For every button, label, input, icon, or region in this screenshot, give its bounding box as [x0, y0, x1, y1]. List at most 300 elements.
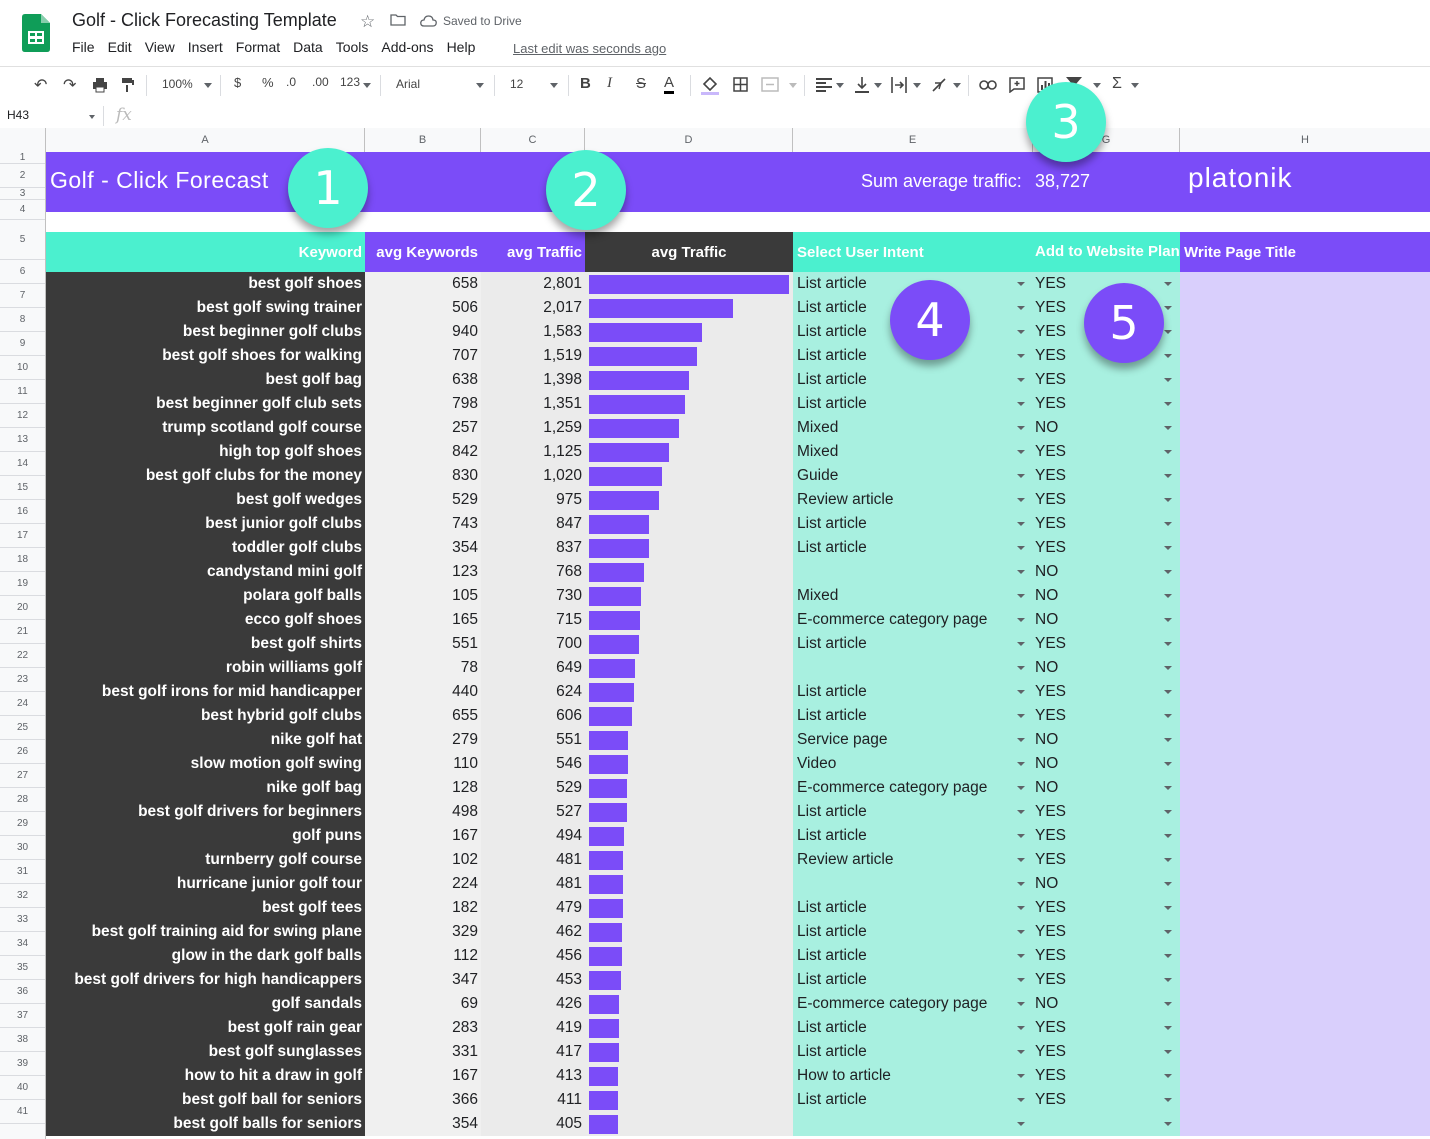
column-header-b[interactable]: B	[365, 128, 481, 152]
avg-traffic-cell[interactable]: 730	[481, 584, 585, 608]
avg-keywords-cell[interactable]: 506	[365, 296, 481, 320]
avg-keywords-cell[interactable]: 128	[365, 776, 481, 800]
website-plan-dropdown[interactable]	[1033, 824, 1180, 848]
font-size-select[interactable]: 12	[510, 77, 524, 91]
page-title-cell[interactable]	[1180, 872, 1430, 896]
avg-keywords-cell[interactable]: 283	[365, 1016, 481, 1040]
chevron-down-icon[interactable]	[1164, 330, 1172, 334]
chevron-down-icon[interactable]	[1164, 402, 1172, 406]
page-title-cell[interactable]	[1180, 800, 1430, 824]
avg-keywords-cell[interactable]: 112	[365, 944, 481, 968]
chevron-down-icon[interactable]	[1164, 522, 1172, 526]
borders-icon[interactable]	[733, 77, 748, 92]
avg-keywords-cell[interactable]: 257	[365, 416, 481, 440]
chevron-down-icon[interactable]	[1017, 546, 1025, 550]
page-title-cell[interactable]	[1180, 1040, 1430, 1064]
row-header[interactable]: 32	[0, 884, 45, 908]
merge-cells-icon[interactable]	[761, 77, 779, 92]
wrap-chevron-down-icon[interactable]	[913, 83, 921, 88]
menu-edit[interactable]: Edit	[107, 39, 132, 55]
website-plan-dropdown[interactable]	[1033, 872, 1180, 896]
chevron-down-icon[interactable]	[1017, 978, 1025, 982]
page-title-cell[interactable]	[1180, 824, 1430, 848]
chevron-down-icon[interactable]	[1164, 738, 1172, 742]
row-header[interactable]: 25	[0, 716, 45, 740]
chevron-down-icon[interactable]	[1164, 858, 1172, 862]
formats-chevron-down-icon[interactable]	[363, 83, 371, 88]
website-plan-dropdown[interactable]	[1033, 1064, 1180, 1088]
page-title-cell[interactable]	[1180, 344, 1430, 368]
page-title-cell[interactable]	[1180, 1064, 1430, 1088]
keyword-cell[interactable]: turnberry golf course	[46, 848, 365, 872]
page-title-cell[interactable]	[1180, 848, 1430, 872]
row-header[interactable]: 36	[0, 980, 45, 1004]
avg-traffic-cell[interactable]: 417	[481, 1040, 585, 1064]
keyword-cell[interactable]: best golf sunglasses	[46, 1040, 365, 1064]
chevron-down-icon[interactable]	[1164, 786, 1172, 790]
chevron-down-icon[interactable]	[1164, 474, 1172, 478]
traffic-bar-cell[interactable]	[585, 344, 793, 368]
row-header[interactable]: 23	[0, 668, 45, 692]
row-header[interactable]: 4	[0, 200, 45, 220]
keyword-cell[interactable]: best golf balls for seniors	[46, 1112, 365, 1136]
page-title-cell[interactable]	[1180, 512, 1430, 536]
row-header[interactable]: 39	[0, 1052, 45, 1076]
keyword-cell[interactable]: high top golf shoes	[46, 440, 365, 464]
chevron-down-icon[interactable]	[1017, 378, 1025, 382]
traffic-bar-cell[interactable]	[585, 824, 793, 848]
chevron-down-icon[interactable]	[1164, 954, 1172, 958]
page-title-cell[interactable]	[1180, 464, 1430, 488]
avg-keywords-cell[interactable]: 279	[365, 728, 481, 752]
keyword-cell[interactable]: how to hit a draw in golf	[46, 1064, 365, 1088]
avg-traffic-cell[interactable]: 453	[481, 968, 585, 992]
keyword-cell[interactable]: hurricane junior golf tour	[46, 872, 365, 896]
avg-traffic-cell[interactable]: 1,020	[481, 464, 585, 488]
avg-traffic-cell[interactable]: 715	[481, 608, 585, 632]
chevron-down-icon[interactable]	[1164, 1050, 1172, 1054]
keyword-cell[interactable]: nike golf bag	[46, 776, 365, 800]
avg-traffic-cell[interactable]: 456	[481, 944, 585, 968]
row-header[interactable]: 3	[0, 188, 45, 200]
row-header[interactable]: 5	[0, 220, 45, 260]
website-plan-dropdown[interactable]	[1033, 800, 1180, 824]
increase-decimal-button[interactable]: .00	[312, 75, 329, 89]
traffic-bar-cell[interactable]	[585, 584, 793, 608]
user-intent-dropdown[interactable]	[793, 968, 1033, 992]
last-edit-link[interactable]: Last edit was seconds ago	[513, 41, 667, 56]
avg-keywords-cell[interactable]: 78	[365, 656, 481, 680]
avg-traffic-cell[interactable]: 1,351	[481, 392, 585, 416]
avg-traffic-cell[interactable]: 527	[481, 800, 585, 824]
name-box-chevron-down-icon[interactable]	[89, 115, 95, 119]
filter-chevron-down-icon[interactable]	[1093, 83, 1101, 88]
user-intent-dropdown[interactable]	[793, 752, 1033, 776]
user-intent-dropdown[interactable]	[793, 512, 1033, 536]
row-header[interactable]: 15	[0, 476, 45, 500]
chevron-down-icon[interactable]	[1164, 666, 1172, 670]
keyword-cell[interactable]: best golf shoes	[46, 272, 365, 296]
website-plan-dropdown[interactable]	[1033, 1040, 1180, 1064]
row-header[interactable]: 12	[0, 404, 45, 428]
avg-traffic-cell[interactable]: 606	[481, 704, 585, 728]
keyword-cell[interactable]: best golf shoes for walking	[46, 344, 365, 368]
chevron-down-icon[interactable]	[1017, 954, 1025, 958]
traffic-bar-cell[interactable]	[585, 1088, 793, 1112]
row-header[interactable]: 1	[0, 152, 45, 164]
avg-keywords-cell[interactable]: 167	[365, 1064, 481, 1088]
avg-traffic-cell[interactable]: 481	[481, 872, 585, 896]
user-intent-dropdown[interactable]	[793, 584, 1033, 608]
avg-traffic-cell[interactable]: 700	[481, 632, 585, 656]
keyword-cell[interactable]: best golf drivers for high handicappers	[46, 968, 365, 992]
zoom-chevron-down-icon[interactable]	[204, 83, 212, 88]
chevron-down-icon[interactable]	[1017, 1098, 1025, 1102]
avg-traffic-cell[interactable]: 1,398	[481, 368, 585, 392]
traffic-bar-cell[interactable]	[585, 1040, 793, 1064]
traffic-bar-cell[interactable]	[585, 704, 793, 728]
user-intent-dropdown[interactable]	[793, 992, 1033, 1016]
column-header-d[interactable]: D	[585, 128, 793, 152]
chevron-down-icon[interactable]	[1164, 306, 1172, 310]
website-plan-dropdown[interactable]	[1033, 776, 1180, 800]
page-title-cell[interactable]	[1180, 920, 1430, 944]
website-plan-dropdown[interactable]	[1033, 560, 1180, 584]
chevron-down-icon[interactable]	[1164, 354, 1172, 358]
text-color-button[interactable]: A	[664, 75, 674, 94]
user-intent-dropdown[interactable]	[793, 560, 1033, 584]
chevron-down-icon[interactable]	[1164, 282, 1172, 286]
user-intent-dropdown[interactable]	[793, 1112, 1033, 1136]
user-intent-dropdown[interactable]	[793, 608, 1033, 632]
row-header[interactable]: 21	[0, 620, 45, 644]
chevron-down-icon[interactable]	[1164, 906, 1172, 910]
avg-traffic-cell[interactable]: 426	[481, 992, 585, 1016]
user-intent-dropdown[interactable]	[793, 800, 1033, 824]
chevron-down-icon[interactable]	[1164, 1098, 1172, 1102]
user-intent-dropdown[interactable]	[793, 896, 1033, 920]
chevron-down-icon[interactable]	[1164, 618, 1172, 622]
traffic-bar-cell[interactable]	[585, 800, 793, 824]
strikethrough-button[interactable]: S	[636, 75, 647, 92]
traffic-bar-cell[interactable]	[585, 968, 793, 992]
row-header[interactable]: 38	[0, 1028, 45, 1052]
user-intent-dropdown[interactable]	[793, 872, 1033, 896]
website-plan-dropdown[interactable]	[1033, 368, 1180, 392]
avg-traffic-cell[interactable]: 411	[481, 1088, 585, 1112]
font-chevron-down-icon[interactable]	[476, 83, 484, 88]
row-header[interactable]: 10	[0, 356, 45, 380]
website-plan-dropdown[interactable]	[1033, 1088, 1180, 1112]
page-title-cell[interactable]	[1180, 680, 1430, 704]
menu-add-ons[interactable]: Add-ons	[381, 39, 434, 55]
chevron-down-icon[interactable]	[1164, 714, 1172, 718]
keyword-cell[interactable]: ecco golf shoes	[46, 608, 365, 632]
chevron-down-icon[interactable]	[1164, 1002, 1172, 1006]
traffic-bar-cell[interactable]	[585, 392, 793, 416]
website-plan-dropdown[interactable]	[1033, 608, 1180, 632]
row-header[interactable]: 14	[0, 452, 45, 476]
font-select[interactable]: Arial	[396, 77, 421, 91]
row-header[interactable]: 37	[0, 1004, 45, 1028]
chevron-down-icon[interactable]	[1017, 810, 1025, 814]
page-title-cell[interactable]	[1180, 584, 1430, 608]
keyword-cell[interactable]: trump scotland golf course	[46, 416, 365, 440]
user-intent-dropdown[interactable]	[793, 680, 1033, 704]
keyword-cell[interactable]: glow in the dark golf balls	[46, 944, 365, 968]
chevron-down-icon[interactable]	[1017, 1050, 1025, 1054]
chevron-down-icon[interactable]	[1164, 978, 1172, 982]
avg-keywords-cell[interactable]: 224	[365, 872, 481, 896]
chevron-down-icon[interactable]	[1017, 474, 1025, 478]
chevron-down-icon[interactable]	[1017, 450, 1025, 454]
traffic-bar-cell[interactable]	[585, 488, 793, 512]
chevron-down-icon[interactable]	[1164, 1074, 1172, 1078]
chevron-down-icon[interactable]	[1017, 354, 1025, 358]
row-header[interactable]: 8	[0, 308, 45, 332]
row-header[interactable]: 27	[0, 764, 45, 788]
user-intent-dropdown[interactable]	[793, 944, 1033, 968]
keyword-cell[interactable]: best hybrid golf clubs	[46, 704, 365, 728]
text-wrapping-icon[interactable]	[891, 77, 907, 93]
vertical-align-icon[interactable]	[855, 77, 869, 93]
page-title-cell[interactable]	[1180, 536, 1430, 560]
page-title-cell[interactable]	[1180, 1016, 1430, 1040]
sheets-logo-icon[interactable]	[22, 14, 50, 52]
avg-keywords-cell[interactable]: 529	[365, 488, 481, 512]
website-plan-dropdown[interactable]	[1033, 992, 1180, 1016]
page-title-cell[interactable]	[1180, 632, 1430, 656]
website-plan-dropdown[interactable]	[1033, 704, 1180, 728]
insert-comment-icon[interactable]	[1009, 77, 1025, 93]
user-intent-dropdown[interactable]	[793, 728, 1033, 752]
avg-traffic-cell[interactable]: 405	[481, 1112, 585, 1136]
traffic-bar-cell[interactable]	[585, 560, 793, 584]
traffic-bar-cell[interactable]	[585, 608, 793, 632]
chevron-down-icon[interactable]	[1164, 882, 1172, 886]
chevron-down-icon[interactable]	[1164, 594, 1172, 598]
avg-traffic-cell[interactable]: 1,125	[481, 440, 585, 464]
row-header[interactable]: 40	[0, 1076, 45, 1100]
bold-button[interactable]: B	[580, 75, 591, 92]
page-title-cell[interactable]	[1180, 272, 1430, 296]
chevron-down-icon[interactable]	[1164, 378, 1172, 382]
user-intent-dropdown[interactable]	[793, 920, 1033, 944]
user-intent-dropdown[interactable]	[793, 536, 1033, 560]
cloud-saved-icon[interactable]	[420, 15, 437, 27]
avg-keywords-cell[interactable]: 105	[365, 584, 481, 608]
avg-keywords-cell[interactable]: 331	[365, 1040, 481, 1064]
keyword-cell[interactable]: best golf irons for mid handicapper	[46, 680, 365, 704]
menu-tools[interactable]: Tools	[335, 39, 369, 55]
decrease-decimal-button[interactable]: .0	[286, 75, 297, 89]
chevron-down-icon[interactable]	[1164, 834, 1172, 838]
header-select-user-intent[interactable]: Select User Intent	[793, 232, 1033, 272]
keyword-cell[interactable]: best golf shirts	[46, 632, 365, 656]
row-header[interactable]: 20	[0, 596, 45, 620]
page-title-cell[interactable]	[1180, 656, 1430, 680]
fill-color-icon[interactable]	[701, 75, 719, 95]
avg-traffic-cell[interactable]: 649	[481, 656, 585, 680]
chevron-down-icon[interactable]	[1017, 522, 1025, 526]
keyword-cell[interactable]: best golf tees	[46, 896, 365, 920]
website-plan-dropdown[interactable]	[1033, 1112, 1180, 1136]
chevron-down-icon[interactable]	[1164, 690, 1172, 694]
rotation-chevron-down-icon[interactable]	[953, 83, 961, 88]
user-intent-dropdown[interactable]	[793, 704, 1033, 728]
avg-traffic-cell[interactable]: 837	[481, 536, 585, 560]
chevron-down-icon[interactable]	[1017, 1002, 1025, 1006]
chevron-down-icon[interactable]	[1017, 834, 1025, 838]
row-header[interactable]: 11	[0, 380, 45, 404]
avg-keywords-cell[interactable]: 354	[365, 536, 481, 560]
chevron-down-icon[interactable]	[1164, 546, 1172, 550]
row-header[interactable]: 28	[0, 788, 45, 812]
merge-chevron-down-icon[interactable]	[789, 83, 797, 88]
avg-traffic-cell[interactable]: 1,519	[481, 344, 585, 368]
website-plan-dropdown[interactable]	[1033, 464, 1180, 488]
avg-traffic-cell[interactable]: 2,801	[481, 272, 585, 296]
avg-traffic-cell[interactable]: 529	[481, 776, 585, 800]
page-title-cell[interactable]	[1180, 1088, 1430, 1112]
avg-traffic-cell[interactable]: 481	[481, 848, 585, 872]
page-title-cell[interactable]	[1180, 440, 1430, 464]
column-header-e[interactable]: E	[793, 128, 1033, 152]
website-plan-dropdown[interactable]	[1033, 584, 1180, 608]
page-title-cell[interactable]	[1180, 608, 1430, 632]
row-header[interactable]: 16	[0, 500, 45, 524]
avg-keywords-cell[interactable]: 110	[365, 752, 481, 776]
avg-keywords-cell[interactable]: 658	[365, 272, 481, 296]
chevron-down-icon[interactable]	[1017, 570, 1025, 574]
more-formats-button[interactable]: 123	[340, 75, 361, 89]
website-plan-dropdown[interactable]	[1033, 1016, 1180, 1040]
chevron-down-icon[interactable]	[1164, 1026, 1172, 1030]
website-plan-dropdown[interactable]	[1033, 896, 1180, 920]
avg-keywords-cell[interactable]: 69	[365, 992, 481, 1016]
row-header[interactable]: 35	[0, 956, 45, 980]
chevron-down-icon[interactable]	[1017, 618, 1025, 622]
website-plan-dropdown[interactable]	[1033, 848, 1180, 872]
chevron-down-icon[interactable]	[1017, 666, 1025, 670]
row-header[interactable]: 9	[0, 332, 45, 356]
traffic-bar-cell[interactable]	[585, 896, 793, 920]
row-header[interactable]: 34	[0, 932, 45, 956]
page-title-cell[interactable]	[1180, 704, 1430, 728]
avg-keywords-cell[interactable]: 167	[365, 824, 481, 848]
chevron-down-icon[interactable]	[1164, 426, 1172, 430]
page-title-cell[interactable]	[1180, 944, 1430, 968]
avg-traffic-cell[interactable]: 419	[481, 1016, 585, 1040]
chevron-down-icon[interactable]	[1164, 810, 1172, 814]
website-plan-dropdown[interactable]	[1033, 968, 1180, 992]
traffic-bar-cell[interactable]	[585, 512, 793, 536]
avg-traffic-cell[interactable]: 413	[481, 1064, 585, 1088]
header-write-page-title[interactable]: Write Page Title	[1180, 232, 1430, 272]
functions-chevron-down-icon[interactable]	[1131, 83, 1139, 88]
traffic-bar-cell[interactable]	[585, 320, 793, 344]
chevron-down-icon[interactable]	[1017, 930, 1025, 934]
page-title-cell[interactable]	[1180, 560, 1430, 584]
traffic-bar-cell[interactable]	[585, 680, 793, 704]
row-header[interactable]: 19	[0, 572, 45, 596]
traffic-bar-cell[interactable]	[585, 536, 793, 560]
move-folder-icon[interactable]	[390, 14, 406, 26]
row-header[interactable]: 33	[0, 908, 45, 932]
row-header[interactable]: 41	[0, 1100, 45, 1124]
website-plan-dropdown[interactable]	[1033, 392, 1180, 416]
insert-link-icon[interactable]	[979, 79, 997, 91]
avg-keywords-cell[interactable]: 498	[365, 800, 481, 824]
page-title-cell[interactable]	[1180, 992, 1430, 1016]
row-header[interactable]: 13	[0, 428, 45, 452]
chevron-down-icon[interactable]	[1017, 306, 1025, 310]
menu-data[interactable]: Data	[293, 39, 323, 55]
chevron-down-icon[interactable]	[1017, 642, 1025, 646]
column-header-c[interactable]: C	[481, 128, 585, 152]
avg-traffic-cell[interactable]: 494	[481, 824, 585, 848]
keyword-cell[interactable]: best beginner golf club sets	[46, 392, 365, 416]
traffic-bar-cell[interactable]	[585, 776, 793, 800]
keyword-cell[interactable]: best golf wedges	[46, 488, 365, 512]
chevron-down-icon[interactable]	[1017, 738, 1025, 742]
horizontal-align-icon[interactable]	[816, 78, 832, 92]
chevron-down-icon[interactable]	[1017, 858, 1025, 862]
user-intent-dropdown[interactable]	[793, 1016, 1033, 1040]
avg-keywords-cell[interactable]: 440	[365, 680, 481, 704]
keyword-cell[interactable]: best golf drivers for beginners	[46, 800, 365, 824]
avg-traffic-cell[interactable]: 1,583	[481, 320, 585, 344]
page-title-cell[interactable]	[1180, 752, 1430, 776]
redo-icon[interactable]: ↷	[63, 77, 77, 94]
chevron-down-icon[interactable]	[1017, 762, 1025, 766]
chevron-down-icon[interactable]	[1017, 330, 1025, 334]
page-title-cell[interactable]	[1180, 392, 1430, 416]
user-intent-dropdown[interactable]	[793, 416, 1033, 440]
keyword-cell[interactable]: toddler golf clubs	[46, 536, 365, 560]
column-header-a[interactable]: A	[46, 128, 365, 152]
row-header[interactable]: 24	[0, 692, 45, 716]
keyword-cell[interactable]: robin williams golf	[46, 656, 365, 680]
chevron-down-icon[interactable]	[1164, 570, 1172, 574]
chevron-down-icon[interactable]	[1164, 498, 1172, 502]
website-plan-dropdown[interactable]	[1033, 752, 1180, 776]
avg-traffic-cell[interactable]: 479	[481, 896, 585, 920]
page-title-cell[interactable]	[1180, 776, 1430, 800]
avg-keywords-cell[interactable]: 102	[365, 848, 481, 872]
keyword-cell[interactable]: golf puns	[46, 824, 365, 848]
traffic-bar-cell[interactable]	[585, 272, 793, 296]
chevron-down-icon[interactable]	[1017, 714, 1025, 718]
valign-chevron-down-icon[interactable]	[874, 83, 882, 88]
page-title-cell[interactable]	[1180, 728, 1430, 752]
website-plan-dropdown[interactable]	[1033, 728, 1180, 752]
chevron-down-icon[interactable]	[1164, 762, 1172, 766]
menu-help[interactable]: Help	[446, 39, 476, 55]
avg-traffic-cell[interactable]: 975	[481, 488, 585, 512]
page-title-cell[interactable]	[1180, 896, 1430, 920]
page-title-cell[interactable]	[1180, 296, 1430, 320]
traffic-bar-cell[interactable]	[585, 920, 793, 944]
traffic-bar-cell[interactable]	[585, 440, 793, 464]
user-intent-dropdown[interactable]	[793, 1040, 1033, 1064]
row-header[interactable]: 30	[0, 836, 45, 860]
row-header[interactable]: 29	[0, 812, 45, 836]
row-header[interactable]: 6	[0, 260, 45, 284]
header-avg-traffic-bar[interactable]: avg Traffic	[585, 232, 793, 272]
avg-keywords-cell[interactable]: 638	[365, 368, 481, 392]
chevron-down-icon[interactable]	[1017, 1074, 1025, 1078]
